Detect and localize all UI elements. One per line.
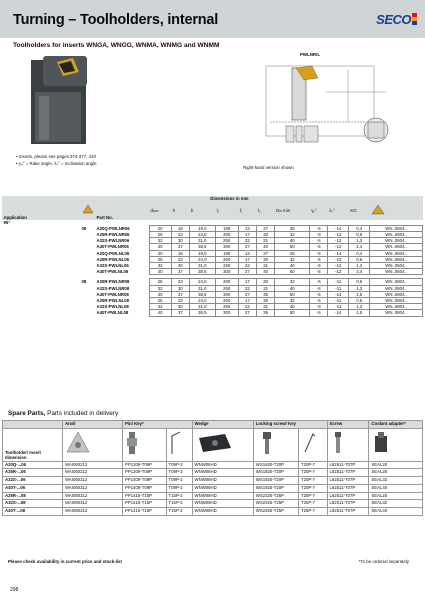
part-cell: SEAL20 xyxy=(369,461,423,469)
table-cell: 27 xyxy=(257,250,275,256)
part-number: A25R-PWLNR08 xyxy=(96,279,130,285)
table-cell: 24,0 xyxy=(189,279,215,285)
table-cell: 40 xyxy=(275,285,310,291)
table-cell: 37 xyxy=(171,244,189,250)
table-cell: 40 xyxy=(149,269,171,275)
spare-row xyxy=(3,484,423,492)
table-cell: 38,5 xyxy=(189,310,215,316)
table-cell: 1,3 xyxy=(349,262,370,268)
size-label: 06 xyxy=(81,225,87,231)
part-cell: WS1920-T20P xyxy=(253,477,298,485)
part-cell: T15P-2 xyxy=(166,507,192,515)
table-cell: 31 xyxy=(257,304,275,310)
notes-list xyxy=(16,154,97,167)
spare-row xyxy=(3,507,423,515)
table-cell: 25 xyxy=(149,256,171,262)
part-cell: T09P-2 xyxy=(166,461,192,469)
table-cell: 22 xyxy=(238,304,256,310)
part-cell: L82511-T07P xyxy=(327,500,369,508)
toolholder-code: A40T-...06 xyxy=(3,484,63,492)
part-number: A32S-PWLNR08 xyxy=(96,285,130,291)
part-cell: WAI060312 xyxy=(63,477,123,485)
part-cell: SEAL32 xyxy=(369,500,423,508)
table-cell: 40 xyxy=(275,304,310,310)
logo-stripes xyxy=(412,13,417,25)
table-cell: 40 xyxy=(149,310,171,316)
part-cell: WAI060212 xyxy=(63,469,123,477)
table-cell: -11 xyxy=(328,304,349,310)
part-cell: SEAL25 xyxy=(369,469,423,477)
table-cell: 27 xyxy=(238,244,256,250)
table-cell: -12 xyxy=(328,231,349,237)
part-cell: PP1415-T15P xyxy=(123,507,167,515)
spare-row xyxy=(3,477,423,485)
table-cell: 35 xyxy=(257,291,275,297)
part-number: A40T-PWLNL06 xyxy=(96,269,129,275)
table-cell: 50 xyxy=(275,291,310,297)
part-cell: T25P-7 xyxy=(298,507,327,515)
part-number: A20Q-PWLNL06 xyxy=(96,250,130,256)
part-cell: WS2325-T25P xyxy=(253,500,298,508)
torx-key-icon xyxy=(301,430,317,456)
table-cell: 27 xyxy=(238,310,256,316)
table-cell: 30 xyxy=(171,262,189,268)
table-cell: WN..0804.. xyxy=(370,285,423,291)
table-cell: 24,0 xyxy=(189,231,215,237)
part-cell: WNW08HD xyxy=(192,492,253,500)
part-cell: WAI080312 xyxy=(63,492,123,500)
table-cell: -11 xyxy=(328,297,349,303)
col-header: l₂ xyxy=(258,208,261,214)
table-cell: 1,3 xyxy=(349,238,370,244)
size-label: 08 xyxy=(81,279,87,285)
part-number: A40T-PWLNR08 xyxy=(96,291,129,297)
table-cell: -5 xyxy=(310,262,328,268)
table-cell: -5 xyxy=(310,279,328,285)
table-cell: 40 xyxy=(275,262,310,268)
pin-icon xyxy=(125,430,139,456)
col-header: Dₘ min xyxy=(276,208,291,214)
table-cell: -5 xyxy=(310,250,328,256)
part-number: A20Q-PWLNR06 xyxy=(96,225,130,231)
table-cell: 32 xyxy=(275,256,310,262)
table-cell: 30 xyxy=(171,238,189,244)
table-cell: 1,3 xyxy=(349,304,370,310)
part-cell: L82511-T07P xyxy=(327,484,369,492)
table-cell: 200 xyxy=(215,279,238,285)
table-cell: 25 xyxy=(149,231,171,237)
table-cell: -12 xyxy=(328,269,349,275)
table-cell: -5 xyxy=(310,291,328,297)
table-cell: 24,0 xyxy=(189,297,215,303)
part-number: A25R-PWLNL06 xyxy=(96,256,129,262)
table-cell: 22 xyxy=(238,262,256,268)
table-cell: 200 xyxy=(215,256,238,262)
table-cell: 180 xyxy=(215,225,238,231)
table-cell: 2,5 xyxy=(349,310,370,316)
table-cell: 40 xyxy=(149,244,171,250)
part-cell: PP1409-T09P xyxy=(123,477,167,485)
table-cell: -5 xyxy=(310,225,328,231)
col-header: λₛ° xyxy=(329,208,335,214)
table-cell: 20 xyxy=(149,250,171,256)
part-cell: WNW06HD xyxy=(192,461,253,469)
part-number: A32S-PWLNL06 xyxy=(96,262,129,268)
table-cell: 0,6 xyxy=(349,256,370,262)
part-cell: L82511-T07P xyxy=(327,469,369,477)
table-row xyxy=(2,310,423,316)
table-cell: 0,6 xyxy=(349,231,370,237)
toolholder-code: A25R-...06 xyxy=(3,469,63,477)
table-cell: 32 xyxy=(149,285,171,291)
table-cell: 22 xyxy=(238,285,256,291)
table-cell: 38,5 xyxy=(189,269,215,275)
table-cell: 250 xyxy=(215,304,238,310)
part-cell: T20P-7 xyxy=(298,484,327,492)
part-number: A25R-PWLNL08 xyxy=(96,297,129,303)
table-cell: WN..0604.. xyxy=(370,238,423,244)
table-cell: 32 xyxy=(275,279,310,285)
part-cell: L82511-T07P xyxy=(327,492,369,500)
table-cell: -14 xyxy=(328,291,349,297)
table-cell: -12 xyxy=(328,262,349,268)
table-cell: 30 xyxy=(257,279,275,285)
part-cell: WS1920-T20P xyxy=(253,469,298,477)
table-cell: -5 xyxy=(310,310,328,316)
part-cell: T20P-7 xyxy=(298,477,327,485)
insert-icon xyxy=(371,204,385,216)
table-cell: WN..0604.. xyxy=(370,269,423,275)
part-number: A25R-PWLNR06 xyxy=(96,231,130,237)
page-title: Turning – Toolholders, internal xyxy=(13,12,219,28)
table-cell: 32 xyxy=(149,238,171,244)
toolholder-code: A32S-...08 xyxy=(3,500,63,508)
col-wedge: Wedge xyxy=(192,421,253,429)
part-cell: PP1415-T15P xyxy=(123,500,167,508)
table-cell: WN..0604.. xyxy=(370,231,423,237)
table-cell: 50 xyxy=(275,310,310,316)
toolholder-photo-image xyxy=(13,52,253,152)
section-subtitle: Toolholders for inserts WNGA, WNGG, WNMA, WNMG and WNMM xyxy=(13,42,220,49)
part-cell: WS1620-T20P xyxy=(253,461,298,469)
table-cell: 23 xyxy=(171,279,189,285)
table-cell: 37 xyxy=(171,291,189,297)
table-cell: 37 xyxy=(171,310,189,316)
table-cell: 1,3 xyxy=(349,285,370,291)
table-cell: 31 xyxy=(257,285,275,291)
table-cell: -5 xyxy=(310,304,328,310)
seco-logo: SECO xyxy=(376,12,411,27)
table-cell: 27 xyxy=(257,225,275,231)
kg-icon: KG xyxy=(350,208,357,214)
table-cell: WN..0804.. xyxy=(370,310,423,316)
table-cell: 13 xyxy=(238,225,256,231)
spare-row xyxy=(3,461,423,469)
part-cell: WNW08HD xyxy=(192,507,253,515)
col-header: f₁ xyxy=(239,208,243,214)
part-cell: PP1415-T15P xyxy=(123,492,167,500)
part-cell: T09P-2 xyxy=(166,477,192,485)
table-cell: 40 xyxy=(275,238,310,244)
part-cell: L82511-T07P xyxy=(327,507,369,515)
table-cell: 13 xyxy=(238,250,256,256)
table-cell: 25 xyxy=(275,225,310,231)
table-cell: 0,4 xyxy=(349,225,370,231)
table-cell: 300 xyxy=(215,310,238,316)
table-cell: 2,4 xyxy=(349,269,370,275)
part-cell: L82511-T07P xyxy=(327,477,369,485)
table-cell: 40 xyxy=(257,269,275,275)
table-cell: -14 xyxy=(328,250,349,256)
table-cell: 32 xyxy=(275,231,310,237)
table-cell: 17 xyxy=(238,297,256,303)
spare-parts-table xyxy=(2,420,423,516)
part-cell: WAI060212 xyxy=(63,461,123,469)
part-number: A32S-PWLNR06 xyxy=(96,238,130,244)
table-cell: WN..0804.. xyxy=(370,297,423,303)
table-cell: -5 xyxy=(310,244,328,250)
toolholder-table xyxy=(2,196,423,317)
part-cell: T20P-7 xyxy=(298,461,327,469)
table-cell: 40 xyxy=(257,244,275,250)
table-cell: 31 xyxy=(257,238,275,244)
table-cell: 250 xyxy=(215,262,238,268)
part-cell: L82511-T07P xyxy=(327,461,369,469)
table-cell: 50 xyxy=(275,269,310,275)
table-cell: 32 xyxy=(149,304,171,310)
availability-note: Please check availability in current price and stock-list xyxy=(8,559,122,564)
row-label: Toolholder/ Insert dimension xyxy=(3,428,63,461)
part-cell: T09P-2 xyxy=(166,469,192,477)
page-number: 298 xyxy=(10,587,19,593)
table-cell: 250 xyxy=(215,285,238,291)
table-cell: 31 xyxy=(257,262,275,268)
table-cell: 300 xyxy=(215,291,238,297)
table-cell: 17 xyxy=(238,256,256,262)
table-cell: 30 xyxy=(257,231,275,237)
toolholder-code: A40T-...08 xyxy=(3,507,63,515)
table-cell: -5 xyxy=(310,269,328,275)
spare-row xyxy=(3,469,423,477)
toolholder-code: A25R-...08 xyxy=(3,492,63,500)
table-cell: 23 xyxy=(171,297,189,303)
table-cell: 30 xyxy=(171,304,189,310)
table-cell: -5 xyxy=(310,256,328,262)
table-cell: 50 xyxy=(275,244,310,250)
angle-label: 95° xyxy=(3,220,10,225)
part-cell: T09P-2 xyxy=(166,484,192,492)
dimensions-header: Dimensions in mm xyxy=(210,196,249,202)
table-cell: 0,4 xyxy=(349,250,370,256)
table-cell: 27 xyxy=(238,269,256,275)
col-header: h xyxy=(172,208,176,214)
part-number: A40T-PWLNR06 xyxy=(96,244,129,250)
table-cell: 300 xyxy=(215,269,238,275)
dimension-drawing-image xyxy=(256,52,413,162)
toolholder-code: A20Q-...06 xyxy=(3,461,63,469)
table-cell: 31,0 xyxy=(189,285,215,291)
table-cell: 17 xyxy=(238,279,256,285)
table-cell: -12 xyxy=(328,256,349,262)
part-number: A40T-PWLNL08 xyxy=(96,310,129,316)
table-cell: -5 xyxy=(310,285,328,291)
part-cell: WS2325-T25P xyxy=(253,492,298,500)
table-cell: 180 xyxy=(215,250,238,256)
table-cell: 31,0 xyxy=(189,304,215,310)
wedge-icon xyxy=(195,430,235,456)
note-item: • γ₀° = Rake angle, λₛ° = Inclination angle xyxy=(16,161,97,168)
table-cell: 40 xyxy=(149,291,171,297)
table-cell: 30 xyxy=(257,256,275,262)
order-separately-note: *To be ordered separately xyxy=(358,559,409,564)
table-cell: 31,0 xyxy=(189,238,215,244)
part-cell: T15P-2 xyxy=(166,492,192,500)
part-cell: PP1209-T09P xyxy=(123,461,167,469)
table-cell: 19,0 xyxy=(189,225,215,231)
part-cell: WS1925-T20P xyxy=(253,484,298,492)
part-cell: PP1209-T09P xyxy=(123,469,167,477)
table-cell: 18 xyxy=(171,250,189,256)
table-cell: 31,0 xyxy=(189,262,215,268)
logo-stripe xyxy=(412,21,417,25)
table-cell: -14 xyxy=(328,225,349,231)
insert-shape-icon xyxy=(82,204,94,216)
locking-screw-icon xyxy=(256,430,278,456)
part-cell: T15P-2 xyxy=(166,500,192,508)
table-cell: 30 xyxy=(171,285,189,291)
part-cell: T25P-7 xyxy=(298,492,327,500)
table-cell: WN..0604.. xyxy=(370,225,423,231)
part-cell: T25P-7 xyxy=(298,500,327,508)
part-cell: WNW06HD xyxy=(192,469,253,477)
table-cell: 300 xyxy=(215,244,238,250)
table-cell: 0,6 xyxy=(349,297,370,303)
screw-icon xyxy=(330,430,346,456)
table-cell: -12 xyxy=(328,244,349,250)
table-cell: 32 xyxy=(149,262,171,268)
table-cell: 38,5 xyxy=(189,244,215,250)
part-cell: WNW06HD xyxy=(192,477,253,485)
toolholder-code: A32S-...06 xyxy=(3,477,63,485)
table-cell: 19,0 xyxy=(189,250,215,256)
spare-parts-title-bold: Spare Parts, xyxy=(8,410,46,417)
table-cell: 2,5 xyxy=(349,291,370,297)
table-cell: 24,0 xyxy=(189,256,215,262)
table-cell: 22 xyxy=(238,238,256,244)
part-no-label: Part No. xyxy=(96,214,113,220)
table-cell: 35 xyxy=(257,310,275,316)
table-cell: WN..0604.. xyxy=(370,244,423,250)
table-cell: 25 xyxy=(275,250,310,256)
key-icon xyxy=(169,430,183,456)
table-cell: WN..0804.. xyxy=(370,279,423,285)
part-cell: WNW08HD xyxy=(192,500,253,508)
spare-row xyxy=(3,500,423,508)
part-cell: WAI080312 xyxy=(63,507,123,515)
table-cell: -5 xyxy=(310,297,328,303)
part-cell: SEAL40 xyxy=(369,484,423,492)
table-cell: WN..0604.. xyxy=(370,262,423,268)
table-cell: 17 xyxy=(238,231,256,237)
table-cell: WN..0604.. xyxy=(370,250,423,256)
table-cell: 38,5 xyxy=(189,291,215,297)
table-cell: -11 xyxy=(328,279,349,285)
table-cell: 25 xyxy=(149,297,171,303)
table-cell: 23 xyxy=(171,231,189,237)
col-anvil: Anvil xyxy=(63,421,123,429)
spare-parts-title-rest: Parts included in delivery xyxy=(47,410,119,417)
part-cell: SEAL25 xyxy=(369,492,423,500)
table-cell: WN..0804.. xyxy=(370,304,423,310)
table-cell: -5 xyxy=(310,238,328,244)
table-cell: 20 xyxy=(149,225,171,231)
table-cell: 32 xyxy=(275,297,310,303)
table-cell: 25 xyxy=(149,279,171,285)
table-cell: 30 xyxy=(257,297,275,303)
table-cell: 37 xyxy=(171,269,189,275)
diagram-label: PWLNR/L xyxy=(300,52,320,57)
col-header: b xyxy=(190,208,194,214)
part-cell: WNW06HD xyxy=(192,484,253,492)
part-cell: WS2325-T25P xyxy=(253,507,298,515)
part-number: A32S-PWLNL08 xyxy=(96,304,129,310)
table-cell: -5 xyxy=(310,231,328,237)
col-header: dₘₘ xyxy=(150,208,159,214)
part-cell: SEAL32 xyxy=(369,477,423,485)
table-cell: 250 xyxy=(215,238,238,244)
right-hand-note: Right-hand version shown xyxy=(243,165,294,170)
table-cell: 18 xyxy=(171,225,189,231)
coolant-adapter-icon xyxy=(371,430,391,456)
col-header: l₁ xyxy=(216,208,220,214)
col-locking-screw: Locking screw/ Key xyxy=(253,421,327,429)
part-cell: PP1409-T09P xyxy=(123,484,167,492)
table-cell: -11 xyxy=(328,285,349,291)
part-cell: SEAL40 xyxy=(369,507,423,515)
anvil-icon xyxy=(65,430,91,456)
spare-parts-title xyxy=(8,410,118,417)
spare-row xyxy=(3,492,423,500)
table-cell: 2,4 xyxy=(349,244,370,250)
table-cell: -14 xyxy=(328,310,349,316)
part-cell: T20P-7 xyxy=(298,469,327,477)
table-cell: WN..0604.. xyxy=(370,256,423,262)
table-cell: 0,6 xyxy=(349,279,370,285)
table-cell: 27 xyxy=(238,291,256,297)
table-cell: 200 xyxy=(215,297,238,303)
table-cell: WN..0804.. xyxy=(370,291,423,297)
technical-drawing xyxy=(256,52,413,182)
col-header: γ₀° xyxy=(311,208,317,214)
note-item: • Inserts, please see pages 374-377, 410 xyxy=(16,154,97,161)
col-pin-key: Pin/ Key* xyxy=(123,421,193,429)
col-coolant-adapter: Coolant adapter* xyxy=(369,421,423,429)
part-cell: WAI080312 xyxy=(63,500,123,508)
col-screw: Screw xyxy=(327,421,369,429)
table-cell: -12 xyxy=(328,238,349,244)
table-cell: 200 xyxy=(215,231,238,237)
part-cell: WAI060312 xyxy=(63,484,123,492)
table-cell: 23 xyxy=(171,256,189,262)
application-label: Application xyxy=(3,214,27,220)
